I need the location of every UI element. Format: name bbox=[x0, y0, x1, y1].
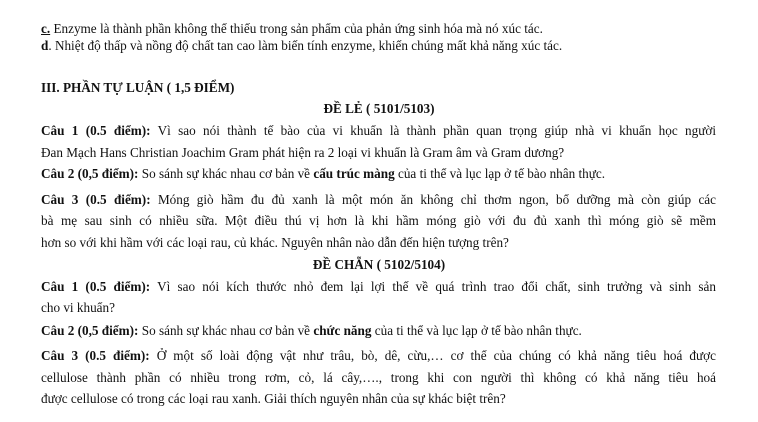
de-chan-q3-line3: được cellulose có trong các loại rau xanh. Giải thích nguyên nhân của sự khác biệt trên? bbox=[41, 391, 506, 406]
de-chan-q1-label: Câu 1 (0.5 điểm): bbox=[41, 279, 151, 294]
de-chan-title: ĐỀ CHẴN ( 5102/5104) bbox=[312, 257, 446, 272]
de-le-q1-line2: Đan Mạch Hans Christian Joachim Gram phát hiện ra 2 loại vi khuẩn là Gram âm và Gram dương? bbox=[41, 145, 565, 160]
de-le-q3-line2: bà mẹ sau sinh có nhiều sữa. Một điều thú vị hơn là khi hầm móng giò với đu đủ xanh thì móng giò sẽ mềm bbox=[41, 213, 716, 228]
de-chan-q3-text: Ở một số loài động vật như trâu, bò, dê, cừu,… cơ thể của chúng có khả năng tiêu hoá được bbox=[149, 348, 716, 363]
option-c bbox=[41, 20, 543, 37]
de-chan-q3-line2: cellulose thành phần có nhiều trong rơm, cỏ, lá cây,…., trong khi con người thì không có khả năng tiêu hoá bbox=[41, 370, 716, 385]
option-c-letter: c. bbox=[41, 21, 51, 36]
section-heading: III. PHẦN TỰ LUẬN ( 1,5 ĐIỂM) bbox=[41, 80, 235, 95]
de-chan-q2-pre: So sánh sự khác nhau cơ bản về bbox=[138, 323, 314, 338]
option-d-text: . Nhiệt độ thấp và nồng độ chất tan cao làm biến tính enzyme, khiến chúng mất khả năng xúc tác. bbox=[48, 38, 563, 53]
de-le-q3-line1 bbox=[41, 191, 716, 208]
de-chan-q2 bbox=[41, 322, 582, 339]
de-le-title: ĐỀ LẺ ( 5101/5103) bbox=[323, 101, 435, 116]
de-le-q2-post: của ti thể và lục lạp ở tế bào nhân thực. bbox=[394, 166, 606, 181]
de-chan-q2-label: Câu 2 (0,5 điểm): bbox=[41, 323, 139, 338]
de-chan-q2-bold: chức năng bbox=[313, 323, 372, 338]
de-le-q2-pre: So sánh sự khác nhau cơ bản về bbox=[138, 166, 314, 181]
de-chan-q3-line1 bbox=[41, 347, 716, 364]
de-le-q1-text: Vì sao nói thành tế bào của vi khuẩn là thành phần quan trọng giúp nhà vi khuẩn học người bbox=[150, 123, 716, 138]
de-le-q2-label: Câu 2 (0,5 điểm): bbox=[41, 166, 139, 181]
de-le-q2 bbox=[41, 165, 605, 182]
de-le-q1-line1 bbox=[41, 122, 716, 139]
de-le-q3-label: Câu 3 (0.5 điểm): bbox=[41, 192, 151, 207]
option-c-text: Enzyme là thành phần không thể thiếu trong sản phẩm của phản ứng sinh hóa mà nó xúc tác. bbox=[50, 21, 543, 36]
de-chan-q1-text: Vì sao nói kích thước nhỏ đem lại lợi thế về quá trình trao đổi chất, sinh trưởng và sinh sản bbox=[150, 279, 717, 294]
de-le-q3-line3: hơn so với khi hầm với các loại rau, củ khác. Nguyên nhân nào dẫn đến hiện tượng trên? bbox=[41, 235, 509, 250]
option-d bbox=[41, 37, 562, 54]
option-d-letter: d bbox=[41, 38, 49, 53]
de-chan-q1-line2: cho vi khuẩn? bbox=[41, 300, 115, 315]
de-le-q3-text: Móng giò hầm đu đủ xanh là một món ăn không chỉ thơm ngon, bổ dưỡng mà còn giúp các bbox=[150, 192, 717, 207]
de-le-q2-bold: cấu trúc màng bbox=[313, 166, 395, 181]
de-le-q1-label: Câu 1 (0.5 điểm): bbox=[41, 123, 151, 138]
de-chan-q2-post: của ti thể và lục lạp ở tế bào nhân thực. bbox=[371, 323, 582, 338]
de-chan-q3-label: Câu 3 (0.5 điểm): bbox=[41, 348, 150, 363]
de-chan-q1-line1 bbox=[41, 278, 716, 295]
